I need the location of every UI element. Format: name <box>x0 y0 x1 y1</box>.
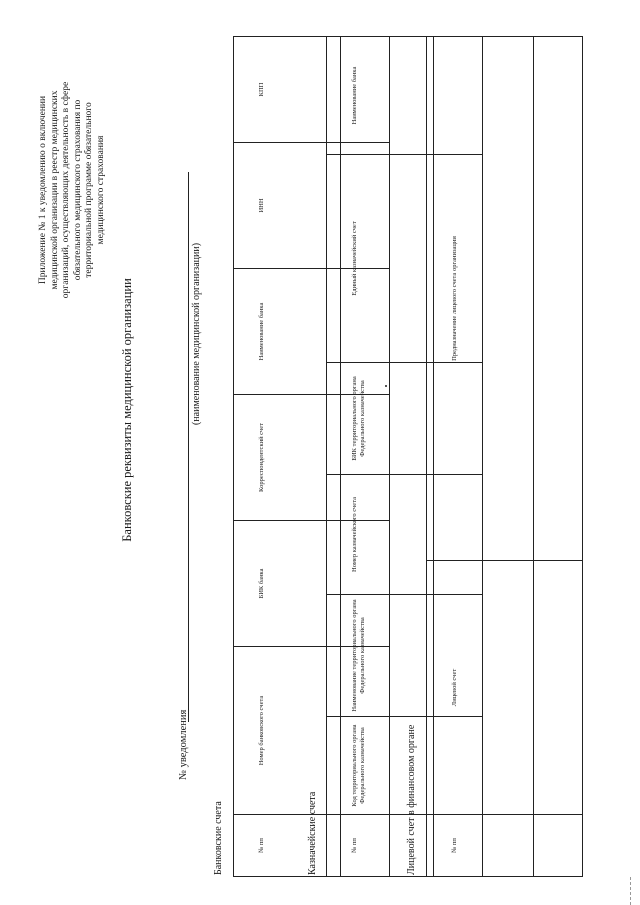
appendix-line: обязательного медицинского страхования по <box>72 99 83 281</box>
table-header-row <box>427 37 534 877</box>
column-header: Наименование банка <box>234 269 341 395</box>
column-header: КПП <box>234 37 341 143</box>
appendix-note <box>38 60 108 320</box>
column-header: Лицевой счет <box>427 561 534 815</box>
column-header: № пп <box>327 815 434 877</box>
appendix-line: медицинской организации в реестр медицинских <box>49 90 60 290</box>
treasury-accounts-label: Казначейские счета <box>307 791 318 875</box>
column-header: БИК банка <box>234 521 341 647</box>
column-header: Наименование банка <box>327 37 434 155</box>
column-header: ИНН <box>234 143 341 269</box>
organization-name-line <box>188 172 189 722</box>
table-cell <box>534 37 583 561</box>
scan-speck <box>385 385 387 387</box>
table-cell <box>534 561 583 815</box>
notification-number-label: № уведомления <box>178 709 189 780</box>
personal-account-label: Лицевой счет в финансовом органе <box>406 724 417 875</box>
table-row <box>534 37 583 877</box>
column-header: № пп <box>427 815 534 877</box>
column-header: Предназначение лицевого счета организации <box>427 37 534 561</box>
column-header: Номер банковского счета <box>234 647 341 815</box>
organization-name-caption: (наименование медицинской организации) <box>191 242 202 425</box>
appendix-line: организаций, осуществляющих деятельность в сфере <box>61 81 72 299</box>
column-header: Единый казначейский счет <box>327 155 434 363</box>
document-title: Банковские реквизиты медицинской организации <box>120 278 134 542</box>
table-header-row <box>327 37 434 877</box>
column-header: № пп <box>234 815 341 877</box>
appendix-line: территориальной программе обязательного <box>84 102 95 278</box>
bank-accounts-label: Банковские счета <box>213 801 224 875</box>
scan-edge-line <box>630 877 631 905</box>
appendix-line: Приложение № 1 к уведомлению о включении <box>38 95 48 285</box>
column-header: БИК территориального органа Федерального казначейства <box>327 363 434 475</box>
table-header-row <box>234 37 341 877</box>
column-header: Наименование территориального органа Федерального казначейства <box>327 595 434 717</box>
column-header: Корреспондентский счет <box>234 395 341 521</box>
personal-account-table <box>426 36 583 877</box>
column-header: Код территориального органа Федерального казначейства <box>327 717 434 815</box>
column-header: Номер казначейского счета <box>327 475 434 595</box>
table-cell <box>534 815 583 877</box>
appendix-line: медицинского страхования <box>95 135 106 245</box>
